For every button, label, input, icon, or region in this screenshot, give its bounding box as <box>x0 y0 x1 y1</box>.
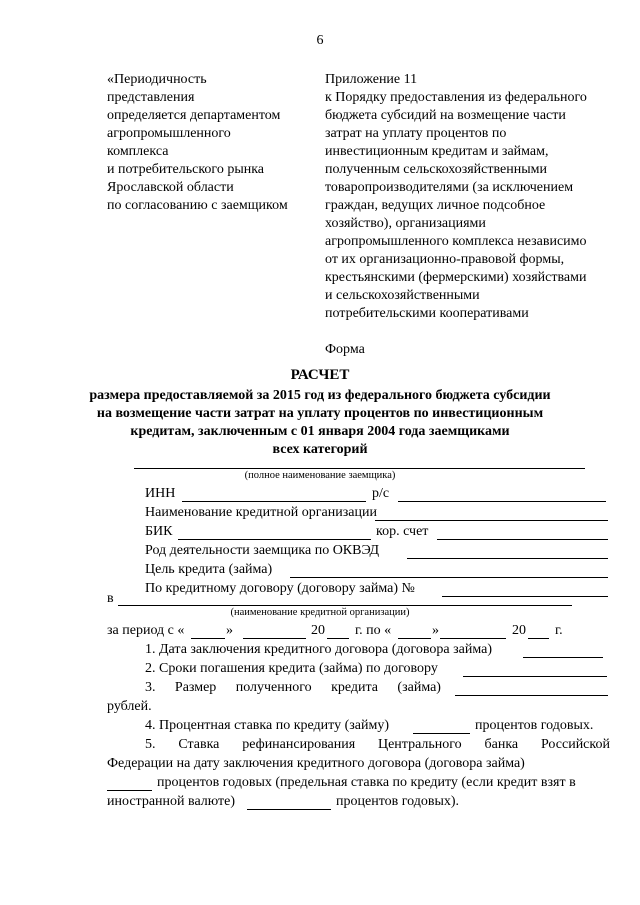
appendix-line: крестьянскими (фермерскими) хозяйствами <box>325 270 587 285</box>
item-1-label: 1. Дата заключения кредитного договора (договора займа) <box>145 642 493 657</box>
item-3-label <box>145 680 441 696</box>
note-line: определяется департаментом <box>107 108 281 123</box>
period-year-prefix: 20 <box>512 623 526 638</box>
loan-amount-field[interactable] <box>455 695 608 696</box>
item-3-unit: рублей. <box>107 699 152 714</box>
title-line: всех категорий <box>272 442 368 457</box>
appendix-line: граждан, ведущих личное подсобное <box>325 198 546 213</box>
borrower-name-field[interactable] <box>134 468 585 469</box>
item-5-word: рефинансирования <box>242 737 356 752</box>
credit-org-field[interactable] <box>375 520 608 521</box>
appendix-line: хозяйство), организациями <box>325 216 486 231</box>
item-5-line: Федерации на дату заключения кредитного договора (договора займа) <box>107 756 525 771</box>
title-line: на возмещение части затрат на уплату процентов по инвестиционным <box>96 406 544 421</box>
inn-field[interactable] <box>182 501 366 502</box>
borrower-caption: (полное наименование заемщика) <box>244 470 396 481</box>
period-start-day-field[interactable] <box>191 638 225 639</box>
repayment-term-field[interactable] <box>463 676 607 677</box>
appendix-line: затрат на уплату процентов по <box>325 126 507 141</box>
period-start-month-field[interactable] <box>243 638 306 639</box>
note-line: агропромышленного <box>107 126 231 141</box>
appendix-line: и сельскохозяйственными <box>325 288 480 303</box>
item-3-word: 3. <box>145 680 156 695</box>
in-prefix: в <box>107 591 114 606</box>
note-line: комплекса <box>107 144 169 159</box>
form-label: Форма <box>325 342 365 357</box>
purpose-field[interactable] <box>290 577 608 578</box>
period-quote: » <box>432 623 439 638</box>
item-5-word: банка <box>484 737 519 752</box>
item-5-unit: процентов годовых). <box>336 794 460 809</box>
item-5-word: Российской <box>540 737 610 752</box>
period-start-year-field[interactable] <box>327 638 349 639</box>
item-5-word: Центрального <box>377 737 462 752</box>
note-line: и потребительского рынка <box>107 162 265 177</box>
credit-org-name-field[interactable] <box>118 605 572 606</box>
item-4-unit: процентов годовых. <box>475 718 594 733</box>
purpose-label: Цель кредита (займа) <box>145 562 273 577</box>
bik-field[interactable] <box>178 539 371 540</box>
item-5-word: Ставка <box>178 737 220 752</box>
account-label: р/с <box>372 486 390 501</box>
note-line: представления <box>107 90 195 105</box>
appendix-line: к Порядку предоставления из федерального <box>325 90 587 105</box>
appendix-line: полученным сельскохозяйственными <box>325 162 547 177</box>
period-end-year-field[interactable] <box>528 638 549 639</box>
corr-account-label: кор. счет <box>376 524 429 539</box>
note-line: по согласованию с заемщиком <box>107 198 288 213</box>
interest-rate-field[interactable] <box>413 733 470 734</box>
title-line: размера предоставляемой за 2015 год из федерального бюджета субсидии <box>89 388 551 403</box>
inn-label: ИНН <box>145 486 176 501</box>
period-prefix: за период с « <box>107 623 185 638</box>
appendix-line: агропромышленного комплекса независимо <box>325 234 587 249</box>
period-quote: » <box>226 623 233 638</box>
page-number: 6 <box>316 33 324 48</box>
contract-date-field[interactable] <box>523 657 603 658</box>
appendix-line: Приложение 11 <box>325 72 418 87</box>
period-end-month-field[interactable] <box>440 638 506 639</box>
appendix-header <box>325 71 587 359</box>
title-line: кредитам, заключенным с 01 января 2004 года заемщиками <box>130 424 510 439</box>
contract-label: По кредитному договору (договору займа) № <box>145 581 415 596</box>
item-3-word: (займа) <box>397 680 441 695</box>
contract-number-field[interactable] <box>442 596 608 597</box>
item-5-line: процентов годовых (предельная ставка по кредиту (если кредит взят в <box>157 775 576 790</box>
appendix-line: инвестиционным кредитам и займам, <box>325 144 549 159</box>
item-2-label: 2. Сроки погашения кредита (займа) по договору <box>145 661 438 676</box>
item-4-label: 4. Процентная ставка по кредиту (займу) <box>145 718 389 733</box>
periodicity-note <box>107 71 288 215</box>
item-3-word: Размер <box>174 680 217 695</box>
period-suffix: г. <box>555 623 563 638</box>
period-mid: г. по « <box>355 623 392 638</box>
corr-account-field[interactable] <box>437 539 608 540</box>
note-line: Ярославской области <box>107 180 234 195</box>
activity-field[interactable] <box>407 558 608 559</box>
period-year-prefix: 20 <box>311 623 325 638</box>
refinancing-rate-field[interactable] <box>107 790 152 791</box>
appendix-line: товаропроизводителями (за исключением <box>325 180 574 195</box>
bik-label: БИК <box>145 524 173 539</box>
credit-org-label: Наименование кредитной организации <box>145 505 377 520</box>
credit-org-caption: (наименование кредитной организации) <box>230 607 410 618</box>
appendix-line: бюджета субсидий на возмещение части <box>325 108 566 123</box>
appendix-line: от их организационно-правовой формы, <box>325 252 565 267</box>
foreign-currency-rate-field[interactable] <box>247 809 331 810</box>
item-3-word: полученного <box>235 680 312 695</box>
item-5-word: 5. <box>145 737 156 752</box>
account-field[interactable] <box>398 501 606 502</box>
item-3-word: кредита <box>331 680 379 695</box>
period-end-day-field[interactable] <box>398 638 431 639</box>
appendix-line: потребительскими кооперативами <box>325 306 529 321</box>
activity-label: Род деятельности заемщика по ОКВЭД <box>145 543 380 558</box>
item-5-label <box>145 737 610 753</box>
note-line: «Периодичность <box>107 72 207 87</box>
document-title: РАСЧЕТ <box>290 367 350 383</box>
item-5-line: иностранной валюте) <box>107 794 236 809</box>
